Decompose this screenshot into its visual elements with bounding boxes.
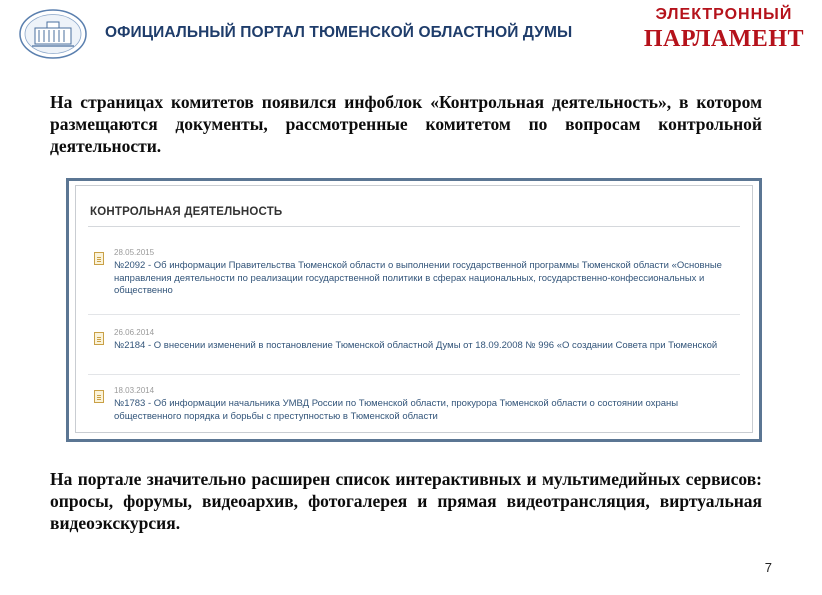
entry-link[interactable]: №1783 - Об информации начальника УМВД России по Тюменской области, прокурора Тюменской области о состоянии охраны общественного порядка и борьбы с преступностью в Тюменской области [114,398,679,422]
brand-block [644,6,804,53]
document-entry[interactable] [88,386,738,436]
infoblock-title: КОНТРОЛЬНАЯ ДЕЯТЕЛЬНОСТЬ [90,206,283,218]
infoblock-panel [75,185,753,433]
document-icon [94,390,104,403]
document-entry[interactable] [88,328,738,368]
entry-divider [88,314,740,315]
brand-bottom-text: ПАРЛАМЕНТ [643,26,804,52]
entry-date: 28.05.2015 [114,248,155,257]
entry-date: 26.06.2014 [114,328,155,337]
entry-date: 18.03.2014 [114,386,155,395]
entry-link[interactable]: №2184 - О внесении изменений в постановление Тюменской областной Думы от 18.09.2008 № 996 «О создании Совета при Тюменской [114,340,718,351]
infoblock-screenshot [66,178,762,442]
document-icon [94,252,104,265]
entry-link[interactable]: №2092 - Об информации Правительства Тюменской области о выполнении государственной программы Тюменской области «Основные направления деятельности по реализации государственной политики в сферах национальных, государственно-конфессиональных и общественно [114,260,722,296]
document-icon [94,332,104,345]
document-entry[interactable] [88,248,738,308]
entry-divider [88,374,740,375]
portal-title: ОФИЦИАЛЬНЫЙ ПОРТАЛ ТЮМЕНСКОЙ ОБЛАСТНОЙ ДУМЫ [105,24,573,41]
brand-top-text: ЭЛЕКТРОННЫЙ [655,6,793,23]
services-paragraph: На портале значительно расширен список интерактивных и мультимедийных сервисов: опросы, форумы, видеоархив, фотогалерея и прямая видеотрансляция, виртуальная видеоэкскурсия. [50,469,762,533]
title-divider [88,226,740,227]
slide-header [0,0,822,68]
duma-emblem-logo [18,8,88,60]
page-number: 7 [764,560,772,575]
intro-paragraph: На страницах комитетов появился инфоблок «Контрольная деятельность», в котором размещаются документы, рассмотренные комитетом по вопросам контрольной деятельности. [50,92,762,156]
